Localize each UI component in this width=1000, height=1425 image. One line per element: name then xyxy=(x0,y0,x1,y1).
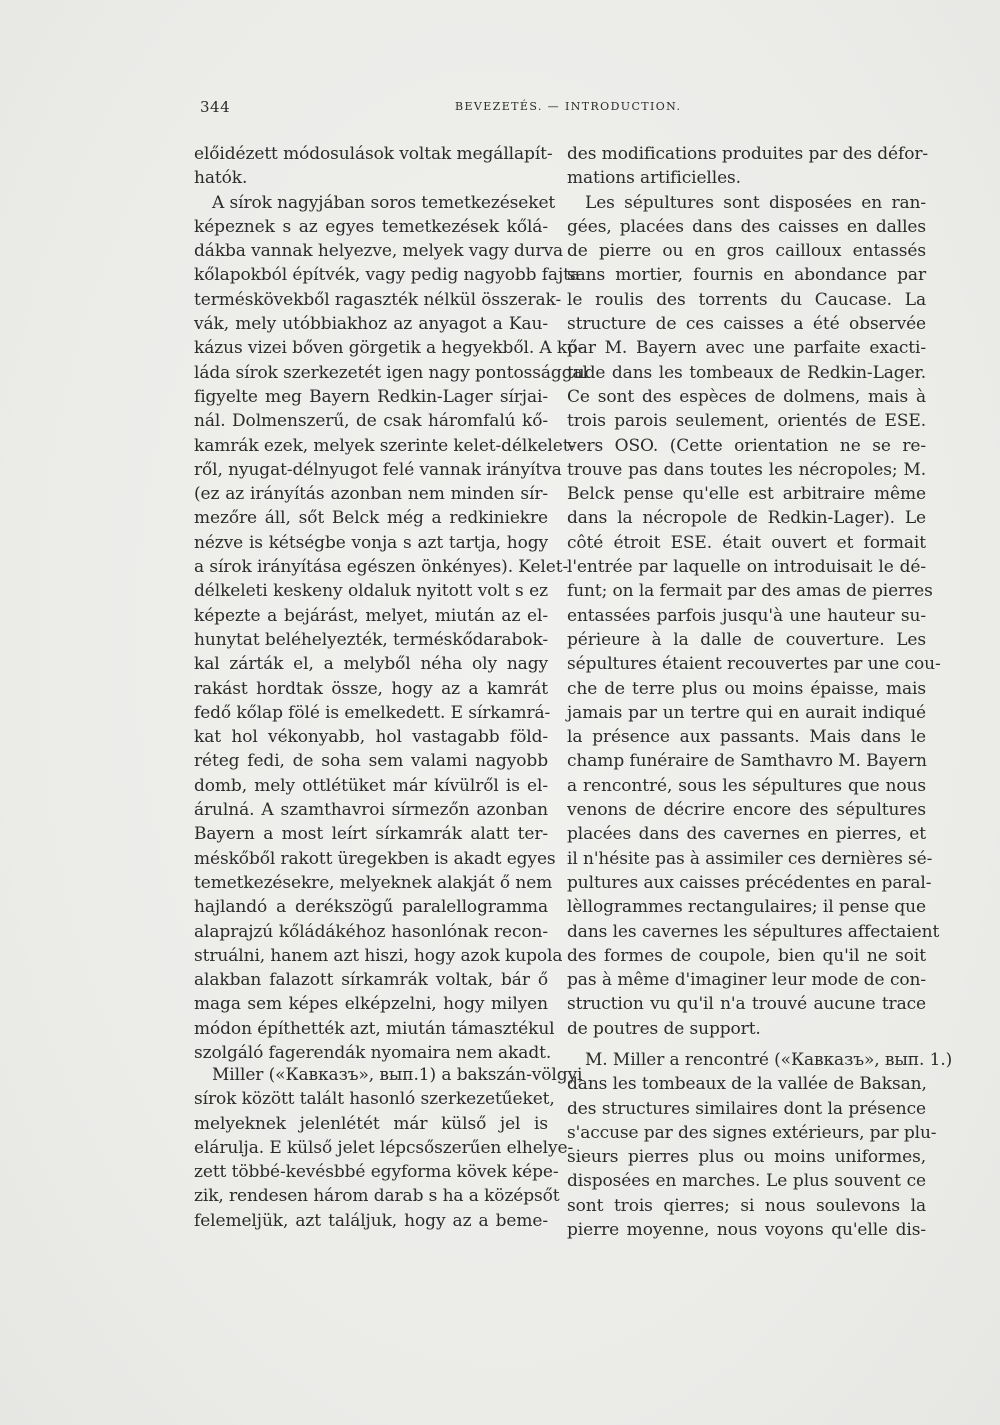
text-line: par M. Bayern avec une parfaite exacti- xyxy=(567,338,926,359)
text-line: entassées parfois jusqu'à une hauteur su- xyxy=(567,605,926,626)
text-line: a sírok irányítása egészen önkényes). Kelet- xyxy=(194,557,569,578)
text-line: côté étroit ESE. était ouvert et formait xyxy=(567,532,926,553)
text-line: vák, mely utóbbiakhoz az anyagot a Kau- xyxy=(194,314,548,335)
text-line: che de terre plus ou moins épaisse, mais xyxy=(567,678,926,699)
text-line: méskőből rakott üregekben is akadt egyes xyxy=(194,848,556,869)
text-line: des modifications produites par des défor- xyxy=(567,144,929,164)
page-number: 344 xyxy=(200,98,231,116)
text-line: melyeknek jelenlétét már külső jel is xyxy=(194,1113,548,1134)
page-header xyxy=(0,98,1000,122)
text-line: pas à même d'imaginer leur mode de con- xyxy=(567,970,926,991)
text-line: zett többé-kevésbbé egyforma kövek képe- xyxy=(194,1162,559,1183)
text-line: pultures aux caisses précédentes en paral- xyxy=(567,872,932,893)
text-line: dans les tombeaux de la vallée de Baksan, xyxy=(567,1074,927,1095)
text-line: kamrák ezek, melyek szerinte kelet-délkelet- xyxy=(194,435,576,456)
text-line: kat hol vékonyabb, hol vastagabb föld- xyxy=(194,727,548,748)
text-line: funt; on la fermait par des amas de pierres xyxy=(567,581,933,602)
text-line: fedő kőlap fölé is emelkedett. E sírkamrá- xyxy=(194,702,551,723)
text-line: sans mortier, fournis en abondance par xyxy=(567,265,926,286)
text-line: Miller («Кавказъ», вып.1) a bakszán-völgyi xyxy=(212,1065,583,1085)
text-line: dans les cavernes les sépultures affectaient xyxy=(567,921,940,942)
text-line: felemeljük, azt találjuk, hogy az a beme- xyxy=(194,1210,548,1231)
text-line: nál. Dolmenszerű, de csak háromfalú kő- xyxy=(194,411,548,432)
text-line: jamais par un tertre qui en aurait indiqué xyxy=(567,702,926,723)
text-line: sieurs pierres plus ou moins uniformes, xyxy=(567,1147,926,1168)
text-line: dákba vannak helyezve, melyek vagy durva xyxy=(194,241,564,262)
text-line: des formes de coupole, bien qu'il ne soit xyxy=(567,945,926,966)
text-line: képeznek s az egyes temetkezések kőlá- xyxy=(194,216,548,237)
text-line: disposées en marches. Le plus souvent ce xyxy=(567,1171,926,1192)
text-line: kőlapokból építvék, vagy pedig nagyobb fajta xyxy=(194,265,580,286)
text-line: il n'hésite pas à assimiler ces dernières sé- xyxy=(567,848,933,869)
text-line: maga sem képes elképzelni, hogy milyen xyxy=(194,994,548,1015)
text-line: structure de ces caisses a été observée xyxy=(567,314,926,335)
text-line: gées, placées dans des caisses en dalles xyxy=(567,216,926,237)
text-line: Ce sont des espèces de dolmens, mais à xyxy=(567,386,926,407)
text-line: la présence aux passants. Mais dans le xyxy=(567,727,926,748)
text-line: venons de décrire encore des sépultures xyxy=(567,800,926,821)
text-line: périeure à la dalle de couverture. Les xyxy=(567,629,926,650)
text-line: délkeleti keskeny oldaluk nyitott volt s ez xyxy=(194,581,548,602)
text-line: képezte a bejárást, melyet, miután az el- xyxy=(194,605,548,626)
text-line: hatók. xyxy=(194,168,248,189)
text-line: sont trois qierres; si nous soulevons la xyxy=(567,1195,926,1216)
text-line: de pierre ou en gros cailloux entassés xyxy=(567,241,926,262)
text-line: a rencontré, sous les sépultures que nous xyxy=(567,775,926,796)
text-line: struálni, hanem azt hiszi, hogy azok kupola xyxy=(194,945,563,966)
text-line: mezőre áll, sőt Belck még a redkiniekre xyxy=(194,508,548,529)
text-line: elárulja. E külső jelet lépcsőszerűen elhelye- xyxy=(194,1137,574,1158)
hungarian-second-paragraph xyxy=(194,1063,583,1233)
french-second-paragraph xyxy=(567,1048,953,1242)
text-line: de poutres de support. xyxy=(567,1018,761,1039)
text-line: s'accuse par des signes extérieurs, par plu- xyxy=(567,1122,937,1143)
text-line: előidézett módosulások voltak megállapít- xyxy=(194,144,553,164)
text-line: dans la nécropole de Redkin-Lager). Le xyxy=(567,508,926,529)
text-line: tude dans les tombeaux de Redkin-Lager. xyxy=(567,362,926,383)
text-line: l'entrée par laquelle on introduisait le dé- xyxy=(567,557,926,578)
text-line: zik, rendesen három darab s ha a középsőt xyxy=(194,1186,560,1207)
french-column xyxy=(567,142,941,1041)
text-line: láda sírok szerkezetét igen nagy pontossággal xyxy=(194,362,588,383)
text-line: kázus vizei bőven görgetik a hegyekből. A kő- xyxy=(194,338,583,359)
text-line: szolgáló fagerendák nyomaira nem akadt. xyxy=(194,1042,552,1063)
text-line: sépultures étaient recouvertes par une cou- xyxy=(567,654,941,675)
text-line: rakást hordtak össze, hogy az a kamrát xyxy=(194,678,548,699)
text-line: árulná. A szamthavroi sírmezőn azonban xyxy=(194,800,548,821)
text-line: trois parois seulement, orientés de ESE. xyxy=(567,411,926,432)
text-line: des structures similaires dont la présence xyxy=(567,1098,926,1119)
text-line: ről, nyugat-délnyugot felé vannak irányítva xyxy=(194,459,562,480)
text-line: sírok között talált hasonló szerkezetűeket, xyxy=(194,1089,555,1110)
text-line: réteg fedi, de soha sem valami nagyobb xyxy=(194,751,548,772)
hungarian-column xyxy=(194,142,588,1065)
text-line: figyelte meg Bayern Redkin-Lager sírjai- xyxy=(194,386,548,407)
text-line: champ funéraire de Samthavro M. Bayern xyxy=(567,751,927,772)
text-line: (ez az irányítás azonban nem minden sír- xyxy=(194,484,548,505)
text-line: hunytat beléhelyezték, terméskődarabok- xyxy=(194,629,548,650)
text-line: mations artificielles. xyxy=(567,168,741,189)
text-line: placées dans des cavernes en pierres, et xyxy=(567,824,926,845)
text-line: struction vu qu'il n'a trouvé aucune trace xyxy=(567,994,926,1015)
text-line: trouve pas dans toutes les nécropoles; M. xyxy=(567,459,926,480)
text-line: Bayern a most leírt sírkamrák alatt ter- xyxy=(194,824,548,845)
text-line: alaprajzú kőládákéhoz hasonlónak recon- xyxy=(194,921,548,942)
text-line: le roulis des torrents du Caucase. La xyxy=(567,289,926,310)
text-line: módon építhették azt, miután támasztékul xyxy=(194,1018,555,1039)
text-line: M. Miller a rencontré («Кавказъ», вып. 1.) xyxy=(585,1050,953,1070)
text-line: Belck pense qu'elle est arbitraire même xyxy=(567,484,926,505)
text-line: vers OSO. (Cette orientation ne se re- xyxy=(567,435,926,456)
text-line: hajlandó a derékszögű paralellogramma xyxy=(194,897,548,918)
text-line: terméskövekből ragaszték nélkül összerak- xyxy=(194,289,562,310)
text-line: nézve is kétségbe vonja s azt tartja, hogy xyxy=(194,532,548,553)
text-line: A sírok nagyjában soros temetkezéseket xyxy=(212,192,556,213)
text-line: alakban falazott sírkamrák voltak, bár ő xyxy=(194,970,548,991)
text-line: pierre moyenne, nous voyons qu'elle dis- xyxy=(567,1220,926,1241)
text-line: kal zárták el, a melyből néha oly nagy xyxy=(194,654,548,675)
running-head: BEVEZETÉS. — INTRODUCTION. xyxy=(455,100,682,113)
text-line: Les sépultures sont disposées en ran- xyxy=(585,192,926,213)
text-line: domb, mely ottlétüket már kívülről is el- xyxy=(194,775,548,796)
text-line: temetkezésekre, melyeknek alakját ő nem xyxy=(194,872,553,893)
text-line: lèllogrammes rectangulaires; il pense que xyxy=(567,897,926,918)
